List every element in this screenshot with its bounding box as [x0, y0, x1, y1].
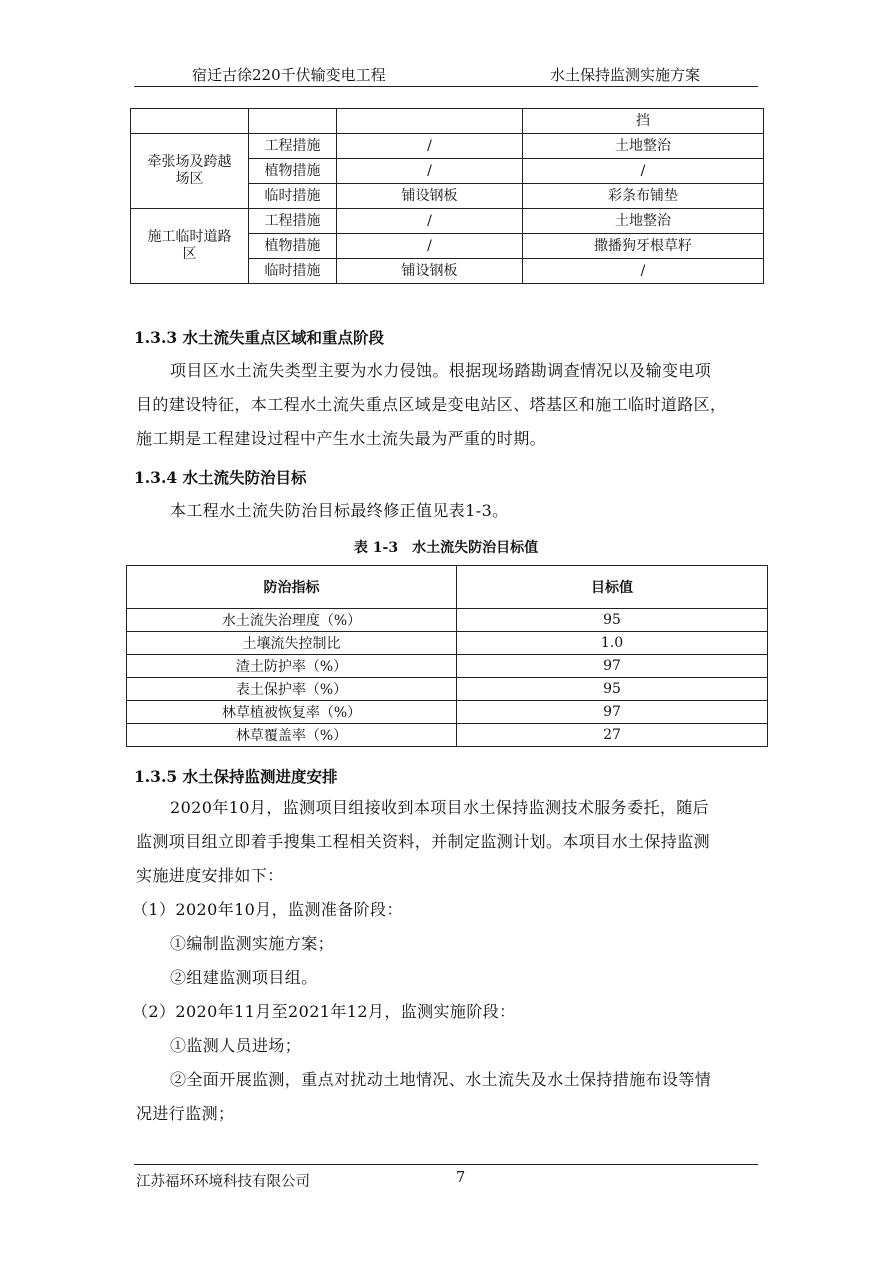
header-project-title: 宿迁古徐220千伏输变电工程 [192, 66, 386, 84]
table-caption: 表 1-3 水土流失防治目标值 [353, 540, 539, 556]
table-cell: / [523, 259, 764, 284]
paragraph-1-3-4 [136, 494, 760, 528]
table-cell: 土地整治 [523, 134, 764, 159]
table-row [127, 655, 768, 678]
table-cell: 土地整治 [523, 209, 764, 234]
table-cell: 铺设钢板 [337, 259, 523, 284]
table-cell: / [337, 209, 523, 234]
table-cell: 临时措施 [249, 184, 337, 209]
table-cell: 表土保护率（%） [127, 678, 457, 701]
text-line: 况进行监测； [136, 1104, 235, 1123]
table-cell: 95 [457, 609, 768, 632]
table-cell: / [337, 134, 523, 159]
table-cell: 铺设钢板 [337, 184, 523, 209]
column-header: 目标值 [457, 566, 768, 609]
text-line: 实施进度安排如下： [136, 866, 284, 885]
text-line: 监测项目组立即着手搜集工程相关资料，并制定监测计划。本项目水土保持监测 [136, 832, 711, 851]
table-cell: 97 [457, 655, 768, 678]
targets-table [126, 565, 768, 747]
list-item: ②组建监测项目组。 [170, 968, 318, 987]
area-cell: 牵张场及跨越场区 [131, 134, 249, 209]
text-line: 2020年10月，监测项目组接收到本项目水土保持监测技术服务委托，随后 [170, 798, 710, 817]
paragraph-1-3-3 [136, 354, 760, 456]
text-line: 施工期是工程建设过程中产生水土流失最为严重的时期。 [136, 429, 547, 448]
page-footer [134, 1164, 758, 1190]
table-cell: 临时措施 [249, 259, 337, 284]
table-cell: / [337, 234, 523, 259]
table-row [127, 724, 768, 747]
table-cell: 27 [457, 724, 768, 747]
table-cell: 林草覆盖率（%） [127, 724, 457, 747]
text-line: 目的建设特征，本工程水土流失重点区域是变电站区、塔基区和施工临时道路区， [136, 395, 727, 414]
section-heading-1-3-4: 1.3.4 水土流失防治目标 [134, 468, 307, 487]
table-cell: 植物措施 [249, 159, 337, 184]
table-row [127, 678, 768, 701]
section-heading-1-3-3: 1.3.3 水土流失重点区域和重点阶段 [134, 328, 385, 347]
table-cell: 植物措施 [249, 234, 337, 259]
table-cell: 林草植被恢复率（%） [127, 701, 457, 724]
area-cell: 施工临时道路区 [131, 209, 249, 284]
list-item: （2）2020年11月至2021年12月，监测实施阶段： [132, 1002, 516, 1021]
table-cell: 挡 [523, 109, 764, 134]
table-cell [337, 109, 523, 134]
list-item: ①监测人员进场； [170, 1036, 302, 1055]
paragraph-1-3-5 [132, 791, 760, 1131]
header-doc-title: 水土保持监测实施方案 [549, 66, 700, 84]
table-cell: / [523, 159, 764, 184]
table-cell: 撒播狗牙根草籽 [523, 234, 764, 259]
table-cell: 95 [457, 678, 768, 701]
table-cell: 水土流失治理度（%） [127, 609, 457, 632]
text-line: 项目区水土流失类型主要为水力侵蚀。根据现场踏勘调查情况以及输变电项 [170, 361, 712, 380]
table-row [127, 701, 768, 724]
footer-company: 江苏福环环境科技有限公司 [136, 1174, 310, 1190]
table-cell: 渣土防护率（%） [127, 655, 457, 678]
table-row [127, 609, 768, 632]
list-item: （1）2020年10月，监测准备阶段： [132, 900, 403, 919]
table-header-row [127, 566, 768, 609]
text-line: 本工程水土流失防治目标最终修正值见表1-3。 [170, 501, 509, 520]
table-row [131, 134, 764, 159]
table-row [131, 109, 764, 134]
table-cell [249, 109, 337, 134]
table-cell: 97 [457, 701, 768, 724]
table-cell: 土壤流失控制比 [127, 632, 457, 655]
column-header: 防治指标 [127, 566, 457, 609]
table-cell: 工程措施 [249, 134, 337, 159]
table-cell: / [337, 159, 523, 184]
list-item: ②全面开展监测，重点对扰动土地情况、水土流失及水土保持措施布设等情 [170, 1070, 712, 1089]
table-cell [131, 109, 249, 134]
table-row [131, 209, 764, 234]
measures-table [130, 108, 764, 284]
table-cell: 工程措施 [249, 209, 337, 234]
table-row [127, 632, 768, 655]
page-header [134, 62, 758, 87]
table-cell: 1.0 [457, 632, 768, 655]
list-item: ①编制监测实施方案； [170, 934, 335, 953]
section-heading-1-3-5: 1.3.5 水土保持监测进度安排 [134, 767, 338, 786]
table-cell: 彩条布铺垫 [523, 184, 764, 209]
page-number: 7 [456, 1170, 466, 1186]
